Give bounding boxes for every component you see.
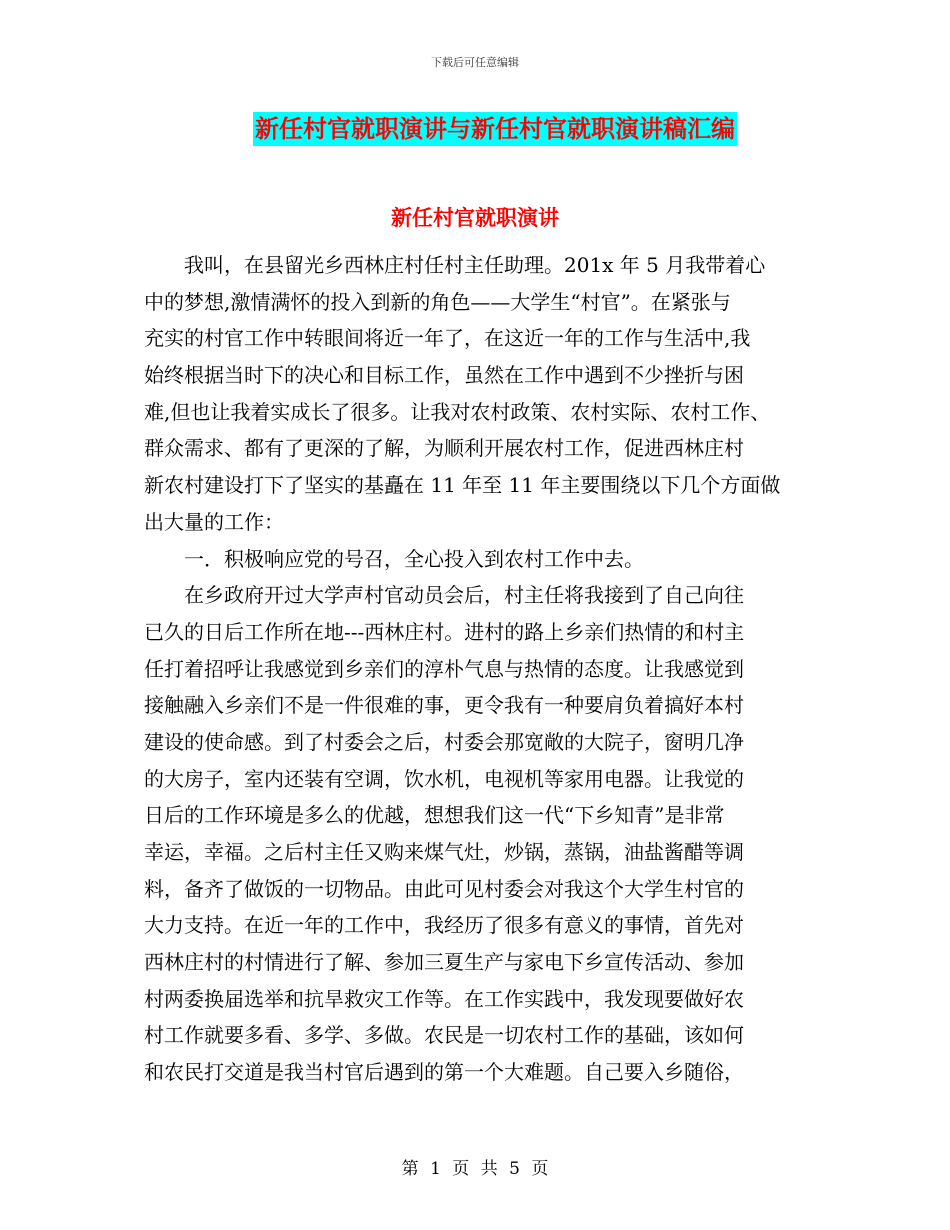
main-title: 新任村官就职演讲与新任村官就职演讲稿汇编 xyxy=(253,112,737,146)
header-note: 下载后可任意编辑 xyxy=(431,56,519,69)
main-title-container xyxy=(0,112,950,146)
page-footer: 第 1 页 共 5 页 xyxy=(401,1159,549,1179)
text-line: 始终根据当时下的决心和目标工作，虽然在工作中遇到不少挫折与困 xyxy=(144,363,744,388)
text-line: 村两委换届选举和抗旱救灾工作等。在工作实践中，我发现要做好农 xyxy=(144,986,744,1011)
text-line: 日后的工作环境是多么的优越，想想我们这一代“下乡知青”是非常 xyxy=(144,803,725,828)
text-line: 建设的使命感。到了村委会之后，村委会那宽敞的大院子，窗明几净 xyxy=(144,729,744,754)
section-title: 新任村官就职演讲 xyxy=(391,206,559,230)
text-line: 出大量的工作： xyxy=(144,509,284,534)
text-line: 新农村建设打下了坚实的基矗在 11 年至 11 年主要围绕以下几个方面做 xyxy=(144,473,781,498)
text-line: 在乡政府开过大学声村官动员会后，村主任将我接到了自己向往 xyxy=(144,583,744,608)
text-line: 村工作就要多看、多学、多做。农民是一切农村工作的基础，该如何 xyxy=(144,1023,744,1048)
text-line: 一．积极响应党的号召，全心投入到农村工作中去。 xyxy=(144,546,644,571)
text-line: 的大房子，室内还装有空调，饮水机，电视机等家用电器。让我觉的 xyxy=(144,766,744,791)
text-line: 我叫，在县留光乡西林庄村任村主任助理。201x 年 5 月我带着心 xyxy=(144,253,766,277)
body-text xyxy=(144,247,824,1091)
text-line: 西林庄村的村情进行了解、参加三夏生产与家电下乡宣传活动、参加 xyxy=(144,950,744,975)
text-line: 料，备齐了做饭的一切物品。由此可见村委会对我这个大学生村官的 xyxy=(144,876,744,901)
text-line: 大力支持。在近一年的工作中，我经历了很多有意义的事情，首先对 xyxy=(144,913,744,938)
text-line: 难,但也让我着实成长了很多。让我对农村政策、农村实际、农村工作、 xyxy=(144,399,771,424)
text-line: 幸运，幸福。之后村主任又购来煤气灶，炒锅，蒸锅，油盐酱醋等调 xyxy=(144,840,744,864)
text-line: 充实的村官工作中转眼间将近一年了，在这近一年的工作与生活中,我 xyxy=(144,326,751,351)
text-line: 群众需求、都有了更深的了解，为顺利开展农村工作，促进西林庄村 xyxy=(144,436,744,461)
text-line: 任打着招呼让我感觉到乡亲们的淳朴气息与热情的态度。让我感觉到 xyxy=(144,656,744,681)
text-line: 接触融入乡亲们不是一件很难的事，更令我有一种要肩负着搞好本村 xyxy=(144,693,744,718)
text-line: 中的梦想,激情满怀的投入到新的角色——大学生“村官”。在紧张与 xyxy=(144,289,731,314)
text-line: 已久的日后工作所在地---西林庄村。进村的路上乡亲们热情的和村主 xyxy=(144,619,745,644)
text-line: 和农民打交道是我当村官后遇到的第一个大难题。自己要入乡随俗， xyxy=(144,1060,744,1085)
